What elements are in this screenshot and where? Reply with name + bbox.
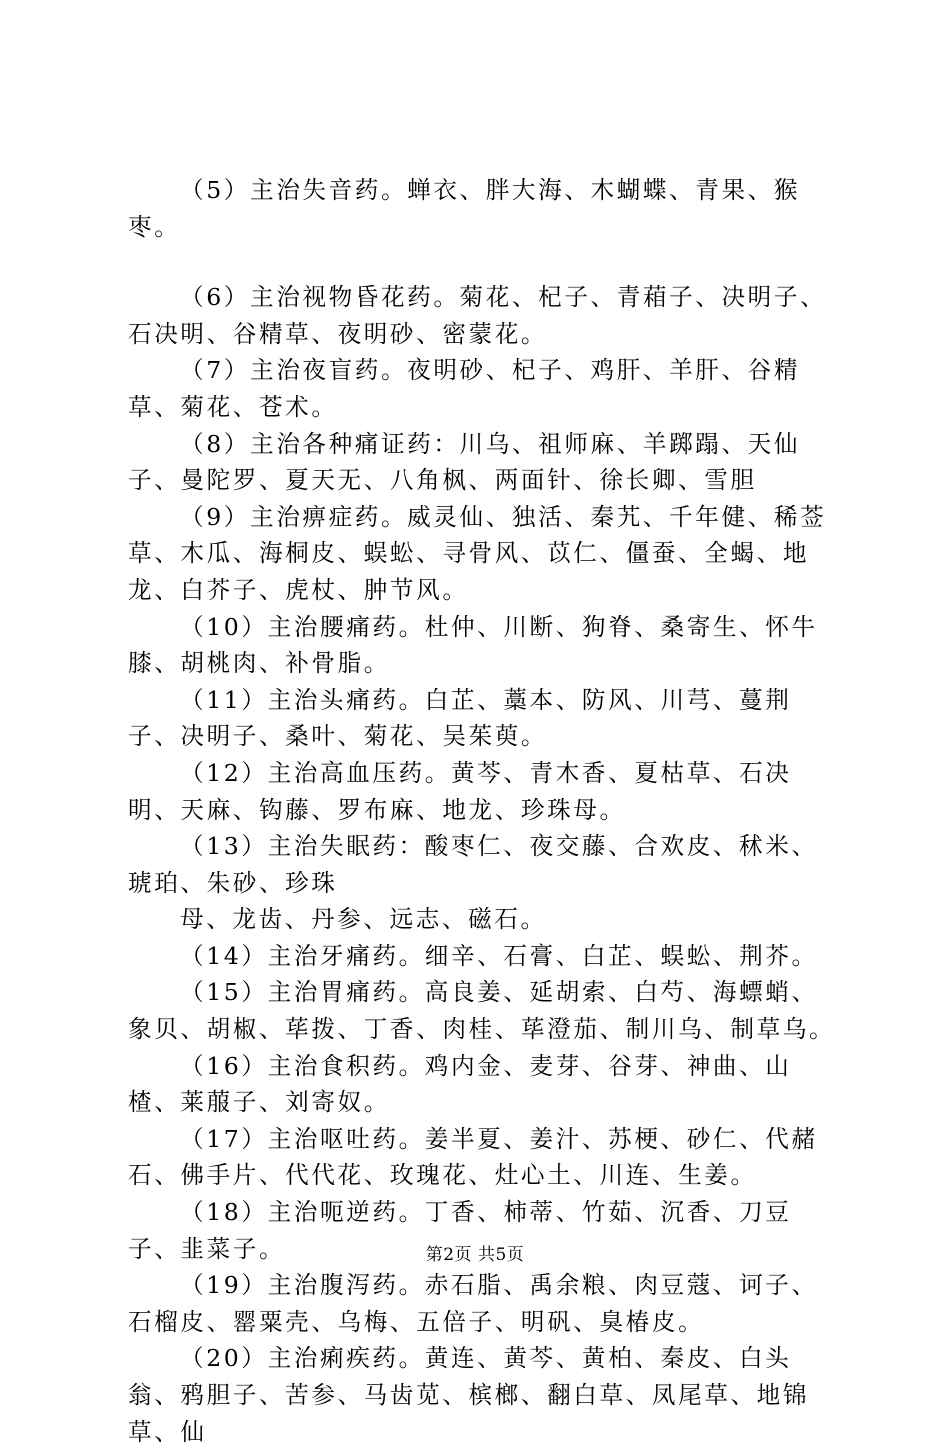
paragraph-13: （13）主治失眠药：酸枣仁、夜交藤、合欢皮、秫米、琥珀、朱砂、珍珠: [128, 832, 818, 897]
page-footer: 第2页 共5页: [425, 1245, 525, 1265]
paragraph-5: （5）主治失音药。蝉衣、胖大海、木蝴蝶、青果、猴枣。: [128, 176, 801, 241]
paragraph-17: （17）主治呕吐药。姜半夏、姜汁、苏梗、砂仁、代赭石、佛手片、代代花、玫瑰花、灶心土、川连、生姜。: [128, 1124, 818, 1190]
paragraph-6: （6）主治视物昏花药。菊花、杞子、青葙子、决明子、石决明、谷精草、夜明砂、密蒙花。: [128, 283, 827, 348]
paragraph-18: （18）主治呃逆药。丁香、柿蒂、竹茹、沉香、刀豆子、韭菜子。: [128, 1198, 792, 1263]
paragraph-8: （8）主治各种痛证药：川乌、祖师麻、羊踯蹋、天仙子、曼陀罗、夏天无、八角枫、两面针、徐长卿、雪胆: [128, 429, 801, 495]
paragraph-11: （11）主治头痛药。白芷、藁本、防风、川芎、蔓荆子、决明子、桑叶、菊花、吴茱萸。: [128, 685, 792, 751]
paragraph-9: （9）主治痹症药。威灵仙、独活、秦艽、千年健、稀莶草、木瓜、海桐皮、蜈蚣、寻骨风、苡仁、僵蚕、全蝎、地龙、白芥子、虎杖、肿节风。: [128, 502, 827, 604]
paragraph-15: （15）主治胃痛药。高良姜、延胡索、白芍、海螵蛸、象贝、胡椒、荜拨、丁香、肉桂、荜澄茄、制川乌、制草乌。: [128, 978, 836, 1044]
paragraph-13-continued: 母、龙齿、丹参、远志、磁石。: [180, 905, 547, 934]
paragraph-10: （10）主治腰痛药。杜仲、川断、狗脊、桑寄生、怀牛膝、胡桃肉、补骨脂。: [128, 612, 818, 678]
paragraph-19: （19）主治腹泻药。赤石脂、禹余粮、肉豆蔻、诃子、石榴皮、罂粟壳、乌梅、五倍子、明矾、臭椿皮。: [128, 1271, 818, 1336]
paragraph-20: （20）主治痢疾药。黄连、黄芩、黄柏、秦皮、白头翁、鸦胆子、苦参、马齿苋、槟榔、翻白草、凤尾草、地锦草、仙: [128, 1344, 810, 1446]
paragraph-12: （12）主治高血压药。黄芩、青木香、夏枯草、石决明、天麻、钩藤、罗布麻、地龙、珍珠母。: [128, 758, 792, 824]
paragraph-16: （16）主治食积药。鸡内金、麦芽、谷芽、神曲、山楂、莱菔子、刘寄奴。: [128, 1051, 792, 1117]
paragraph-14: （14）主治牙痛药。细辛、石膏、白芷、蜈蚣、荆芥。: [180, 941, 818, 970]
paragraph-7: （7）主治夜盲药。夜明砂、杞子、鸡肝、羊肝、谷精草、菊花、苍术。: [128, 356, 801, 421]
